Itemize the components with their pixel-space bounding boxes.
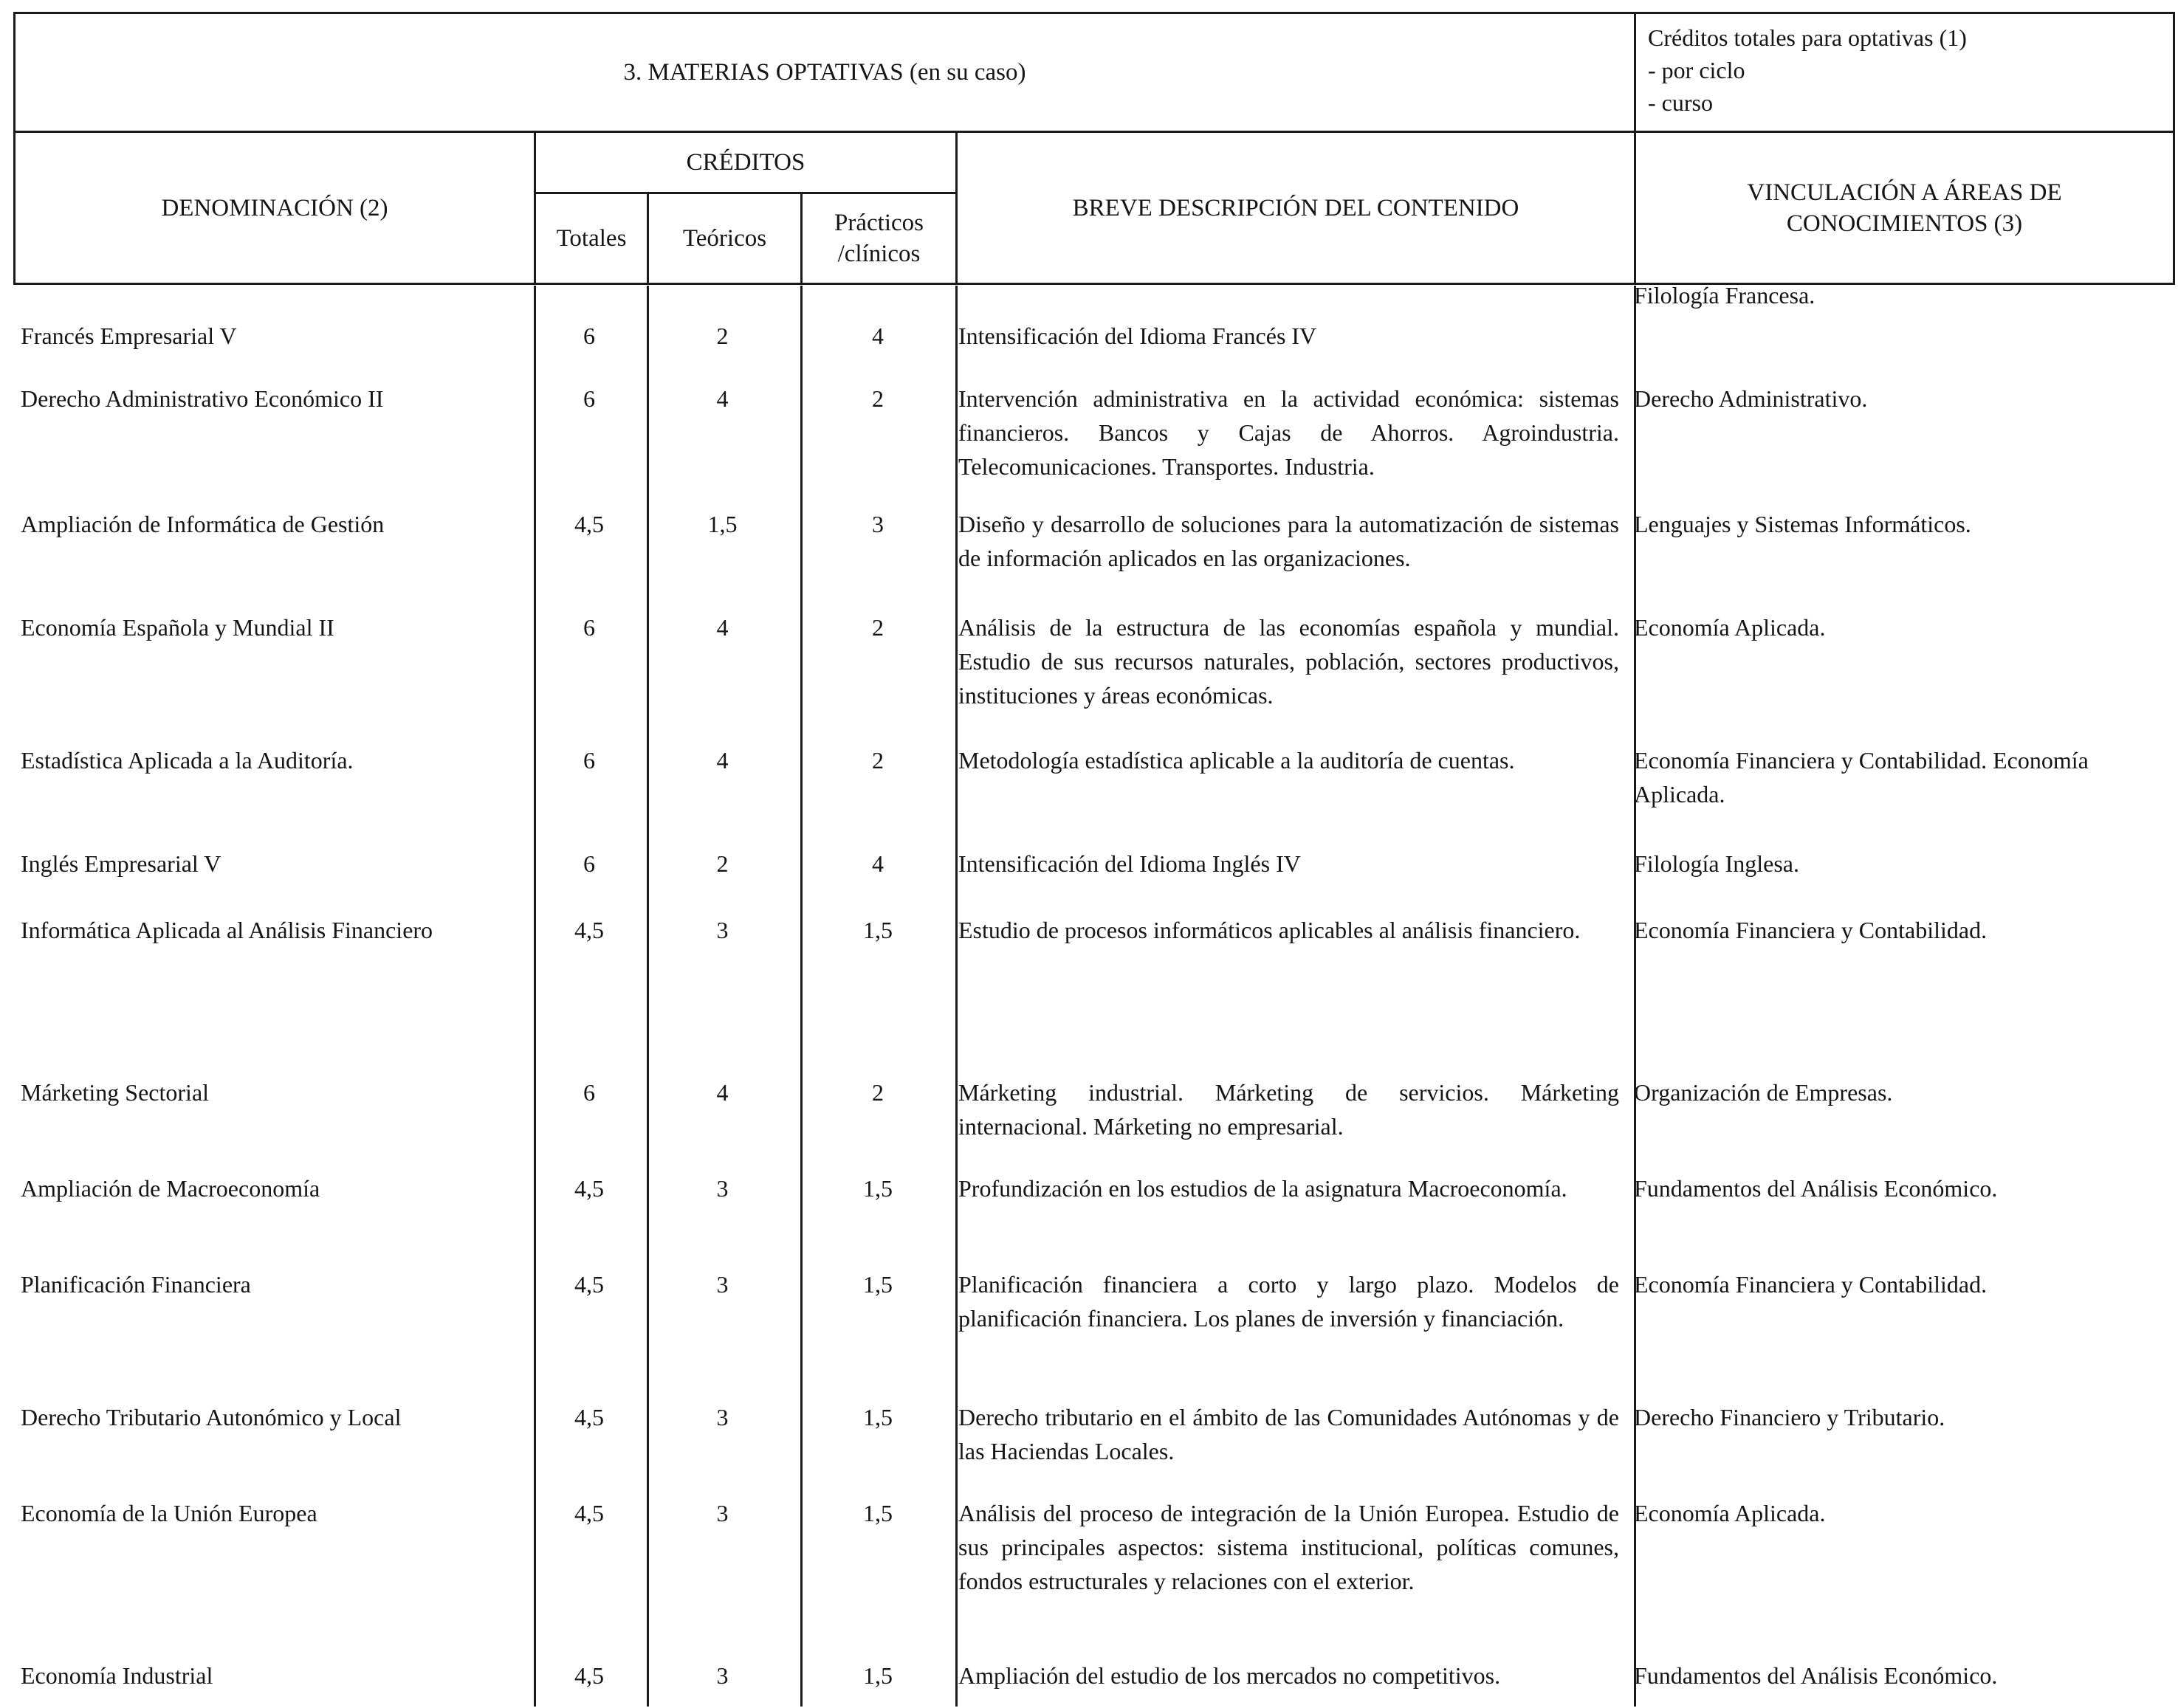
credits-theory: 3 bbox=[716, 1175, 729, 1202]
credits-theory: 3 bbox=[716, 1500, 729, 1526]
credits-total: 4,5 bbox=[574, 511, 604, 537]
knowledge-area: Derecho Administrativo. bbox=[1634, 385, 1868, 412]
col-vinculacion-line: VINCULACIÓN A ÁREAS DE bbox=[1747, 179, 2062, 206]
table-body bbox=[13, 282, 2173, 1707]
content-description: Intensificación del Idioma Francés IV bbox=[958, 323, 1317, 349]
knowledge-area: Lenguajes y Sistemas Informáticos. bbox=[1634, 511, 1971, 537]
knowledge-area: Economía Financiera y Contabilidad. bbox=[1634, 1271, 1988, 1298]
credits-total: 6 bbox=[583, 850, 595, 877]
col-practicos-line: /clínicos bbox=[837, 241, 921, 267]
subject-name: Ampliación de Informática de Gestión bbox=[21, 511, 385, 537]
content-description: Intervención administrativa en la actividad económica: sistemas financieros. Bancos y Cajas de Ahorros. Agroindustria. Telecomunicaciones. Transportes. Industria. bbox=[958, 385, 1619, 480]
credits-total: 4,5 bbox=[574, 1500, 604, 1526]
subject-name: Economía Industrial bbox=[21, 1662, 213, 1689]
credits-theory: 2 bbox=[716, 323, 729, 349]
credits-note-line: - curso bbox=[1648, 89, 1713, 116]
subject-name: Francés Empresarial V bbox=[21, 323, 237, 349]
credits-theory: 4 bbox=[716, 747, 729, 774]
credits-total: 6 bbox=[583, 385, 595, 412]
credits-practice: 2 bbox=[872, 1079, 884, 1106]
credits-practice: 4 bbox=[872, 850, 884, 877]
document-page bbox=[13, 12, 2177, 1707]
credits-total: 4,5 bbox=[574, 917, 604, 943]
knowledge-area: Organización de Empresas. bbox=[1634, 1079, 1893, 1106]
content-description: Intensificación del Idioma Inglés IV bbox=[958, 850, 1301, 877]
credits-total: 6 bbox=[583, 1079, 595, 1106]
col-descripcion: BREVE DESCRIPCIÓN DEL CONTENIDO bbox=[957, 132, 1635, 284]
credits-practice: 2 bbox=[872, 385, 884, 412]
content-description: Metodología estadística aplicable a la auditoría de cuentas. bbox=[958, 747, 1515, 774]
credits-total: 6 bbox=[583, 747, 595, 774]
column-divider bbox=[647, 286, 649, 1707]
content-description: Estudio de procesos informáticos aplicables al análisis financiero. bbox=[958, 917, 1581, 943]
subject-name: Ampliación de Macroeconomía bbox=[21, 1175, 320, 1202]
credits-theory: 4 bbox=[716, 385, 729, 412]
content-description: Planificación financiera a corto y largo plazo. Modelos de planificación financiera. Los planes de inversión y financiación. bbox=[958, 1271, 1619, 1332]
content-description: Diseño y desarrollo de soluciones para la automatización de sistemas de información aplicados en las organizaciones. bbox=[958, 511, 1619, 571]
credits-practice: 1,5 bbox=[863, 1662, 893, 1689]
col-practicos-line: Prácticos bbox=[834, 210, 924, 236]
column-divider bbox=[1634, 286, 1636, 1707]
col-totales: Totales bbox=[535, 193, 648, 284]
credits-practice: 1,5 bbox=[863, 1175, 893, 1202]
col-vinculacion-line: CONOCIMIENTOS (3) bbox=[1786, 210, 2023, 237]
table-header bbox=[13, 12, 2175, 285]
subject-name: Inglés Empresarial V bbox=[21, 850, 221, 877]
credits-practice: 1,5 bbox=[863, 1500, 893, 1526]
knowledge-area: Fundamentos del Análisis Económico. bbox=[1634, 1662, 1998, 1689]
subject-name: Economía Española y Mundial II bbox=[21, 614, 334, 641]
content-description: Márketing industrial. Márketing de servicios. Márketing internacional. Márketing no empresarial. bbox=[958, 1079, 1619, 1140]
content-description: Ampliación del estudio de los mercados no competitivos. bbox=[958, 1662, 1501, 1689]
knowledge-area: Filología Inglesa. bbox=[1634, 850, 1799, 877]
column-divider bbox=[534, 286, 536, 1707]
credits-total: 4,5 bbox=[574, 1404, 604, 1430]
knowledge-area: Economía Financiera y Contabilidad. bbox=[1634, 917, 1988, 943]
credits-total: 4,5 bbox=[574, 1271, 604, 1298]
credits-practice: 1,5 bbox=[863, 1404, 893, 1430]
subject-name: Planificación Financiera bbox=[21, 1271, 251, 1298]
subject-name: Economía de la Unión Europea bbox=[21, 1500, 317, 1526]
section-title: 3. MATERIAS OPTATIVAS (en su caso) bbox=[15, 13, 1635, 132]
col-practicos bbox=[802, 193, 957, 284]
credits-total: 6 bbox=[583, 323, 595, 349]
credits-theory: 3 bbox=[716, 1271, 729, 1298]
credits-theory: 3 bbox=[716, 917, 729, 943]
content-description: Análisis de la estructura de las economías española y mundial. Estudio de sus recursos naturales, población, sectores productivos, instituciones y áreas económicas. bbox=[958, 614, 1619, 709]
credits-theory: 1,5 bbox=[707, 511, 738, 537]
col-creditos: CRÉDITOS bbox=[535, 132, 957, 193]
col-teoricos: Teóricos bbox=[648, 193, 802, 284]
credits-theory: 3 bbox=[716, 1662, 729, 1689]
credits-practice: 1,5 bbox=[863, 1271, 893, 1298]
knowledge-area: Filología Francesa. bbox=[1634, 282, 1815, 309]
col-denominacion: DENOMINACIÓN (2) bbox=[15, 132, 535, 284]
subject-name: Estadística Aplicada a la Auditoría. bbox=[21, 747, 354, 774]
subject-name: Derecho Administrativo Económico II bbox=[21, 385, 384, 412]
knowledge-area: Economía Aplicada. bbox=[1634, 614, 1826, 641]
column-divider bbox=[800, 286, 803, 1707]
knowledge-area: Economía Aplicada. bbox=[1634, 1500, 1826, 1526]
credits-practice: 4 bbox=[872, 323, 884, 349]
credits-total: 4,5 bbox=[574, 1662, 604, 1689]
credits-theory: 2 bbox=[716, 850, 729, 877]
knowledge-area: Fundamentos del Análisis Económico. bbox=[1634, 1175, 1998, 1202]
credits-note bbox=[1635, 13, 2174, 132]
col-vinculacion bbox=[1635, 132, 2174, 284]
credits-theory: 4 bbox=[716, 614, 729, 641]
credits-theory: 4 bbox=[716, 1079, 729, 1106]
credits-note-line: - por ciclo bbox=[1648, 57, 1745, 83]
content-description: Profundización en los estudios de la asignatura Macroeconomía. bbox=[958, 1175, 1567, 1202]
column-divider bbox=[955, 286, 958, 1707]
credits-total: 6 bbox=[583, 614, 595, 641]
credits-practice: 2 bbox=[872, 747, 884, 774]
subject-name: Márketing Sectorial bbox=[21, 1079, 210, 1106]
credits-total: 4,5 bbox=[574, 1175, 604, 1202]
knowledge-area: Derecho Financiero y Tributario. bbox=[1634, 1404, 1945, 1430]
content-description: Análisis del proceso de integración de la Unión Europea. Estudio de sus principales aspectos: sistema institucional, políticas comunes, fondos estructurales y relaciones con el exterior. bbox=[958, 1500, 1619, 1594]
knowledge-area: Economía Financiera y Contabilidad. Economía Aplicada. bbox=[1634, 747, 2089, 807]
credits-practice: 3 bbox=[872, 511, 884, 537]
content-description: Derecho tributario en el ámbito de las Comunidades Autónomas y de las Haciendas Locales. bbox=[958, 1404, 1619, 1464]
subject-name: Derecho Tributario Autonómico y Local bbox=[21, 1404, 402, 1430]
credits-note-line: Créditos totales para optativas (1) bbox=[1648, 24, 1967, 51]
credits-practice: 1,5 bbox=[863, 917, 893, 943]
credits-theory: 3 bbox=[716, 1404, 729, 1430]
subject-name: Informática Aplicada al Análisis Financiero bbox=[21, 917, 433, 943]
credits-practice: 2 bbox=[872, 614, 884, 641]
